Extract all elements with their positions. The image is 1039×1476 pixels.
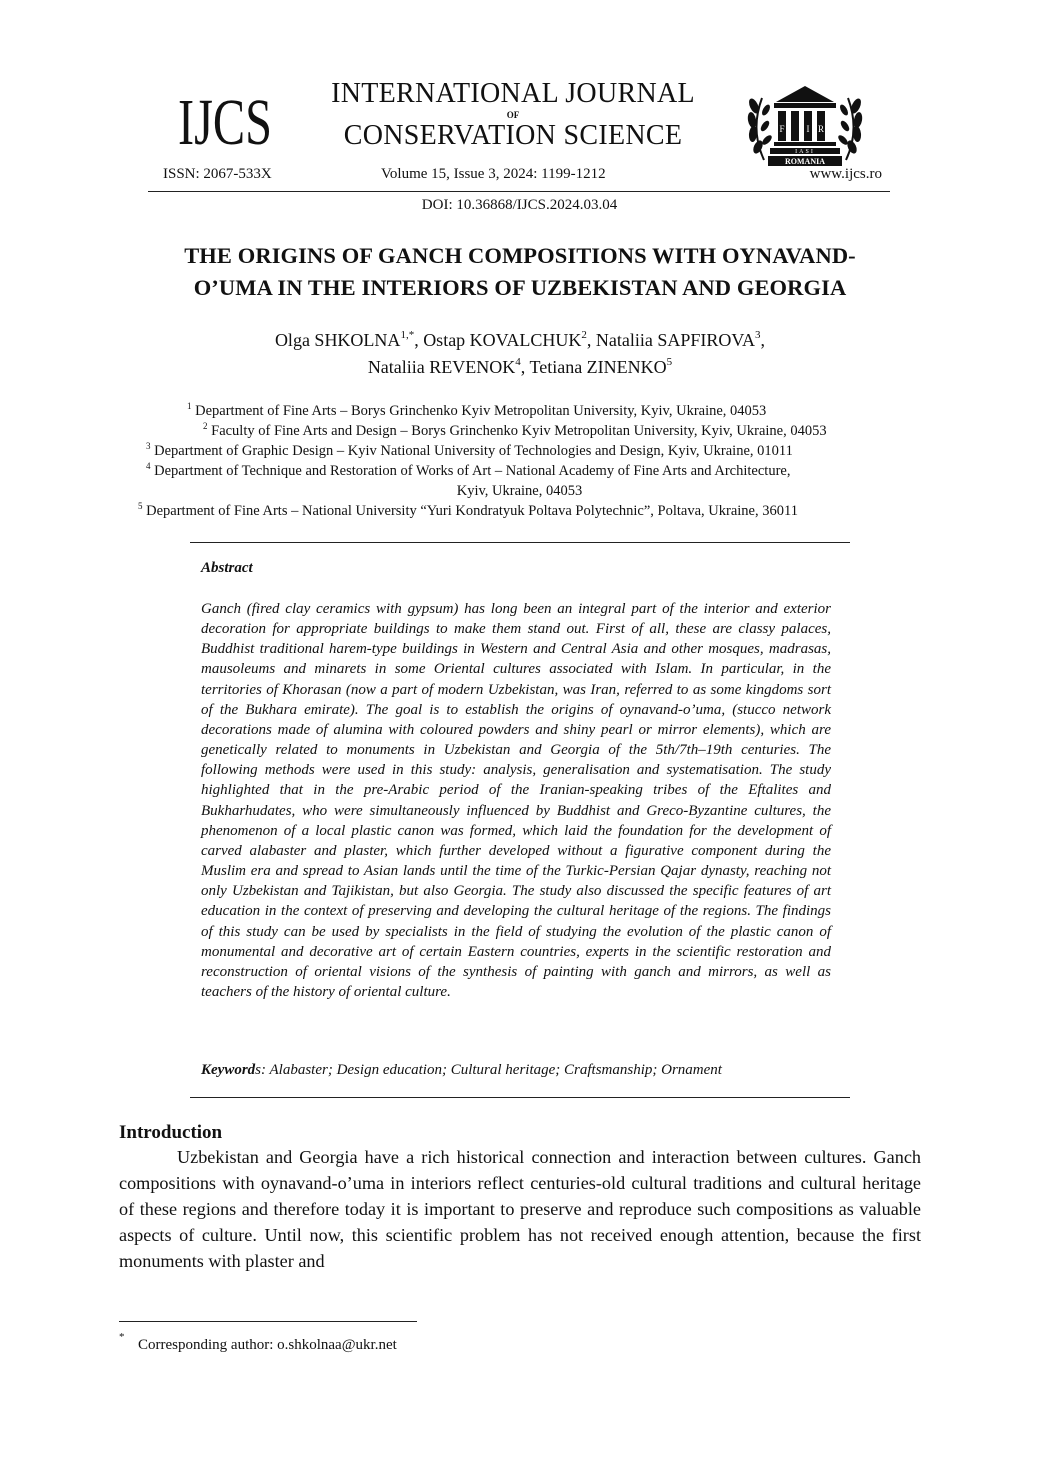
- affiliation-4: [146, 461, 790, 481]
- journal-website-link[interactable]: www.ijcs.ro: [809, 166, 882, 182]
- author-affiliation-mark: 4: [515, 356, 521, 368]
- journal-title-of: OF: [506, 110, 520, 120]
- author-name: Ostap KOVALCHUK: [423, 330, 582, 350]
- author-name: Olga SHKOLNA: [274, 330, 401, 350]
- author-name: Nataliia REVENOK: [367, 357, 516, 377]
- footnote-divider: [119, 1321, 417, 1322]
- affiliation-number: 5: [138, 501, 143, 511]
- seal-city: IASI: [795, 149, 815, 155]
- introduction-paragraph: Uzbekistan and Georgia have a rich historical connection and interaction between cultures. Ganch compositions with oynavand-o’uma in interiors reflect centuries-old cultural traditions and cultural heritage of these regions and therefore today it is important to preserve and reproduce such compositions as valuable aspects of culture. Until now, this scientific problem has not received enough attention, because the first monuments with plaster and: [119, 1147, 921, 1271]
- journal-logo: [178, 84, 274, 158]
- introduction-heading: Introduction: [119, 1122, 223, 1143]
- affiliation-5: [138, 501, 798, 521]
- seal-letter-i: I: [806, 124, 810, 134]
- affiliation-3: [146, 441, 793, 461]
- fir-seal-logo: [744, 80, 866, 168]
- seal-country: ROMANIA: [785, 157, 825, 166]
- affiliation-text: Department of Fine Arts – National University “Yuri Kondratyuk Poltava Polytechnic”, Poltava, Ukraine, 36011: [146, 503, 798, 519]
- journal-title: [300, 80, 726, 150]
- affiliation-text: Department of Graphic Design – Kyiv National University of Technologies and Design, Kyiv, Ukraine, 01011: [154, 443, 793, 459]
- journal-meta-row: [150, 166, 890, 186]
- author-separator: ,: [520, 357, 530, 377]
- svg-text:IJCS: IJCS: [178, 86, 272, 159]
- author-separator: ,: [760, 330, 766, 350]
- author-affiliation-mark: 3: [755, 329, 761, 341]
- author-separator: ,: [586, 330, 596, 350]
- keywords-label-suffix: s:: [255, 1062, 267, 1078]
- keywords-list: Alabaster; Design education; Cultural heritage; Craftsmanship; Ornament: [266, 1062, 722, 1078]
- affiliation-number: 1: [187, 401, 192, 411]
- paper-title-line1: THE ORIGINS OF GANCH COMPOSITIONS WITH OYNAVAND-: [184, 243, 856, 268]
- affiliation-number: 2: [203, 421, 208, 431]
- affiliation-2: [203, 421, 827, 441]
- affiliation-text: Department of Fine Arts – Borys Grinchenko Kyiv Metropolitan University, Kyiv, Ukraine, 04053: [195, 403, 767, 419]
- abstract-top-divider: [190, 542, 850, 543]
- volume-issue: Volume 15, Issue 3, 2024: 1199-1212: [381, 166, 606, 182]
- footnote-symbol: *: [119, 1331, 125, 1343]
- seal-letter-r: R: [817, 124, 825, 134]
- keywords: [201, 1062, 841, 1079]
- affiliation-text: Department of Technique and Restoration of Works of Art – National Academy of Fine Arts and Architecture,: [154, 463, 791, 479]
- journal-title-line1: INTERNATIONAL JOURNAL: [331, 78, 695, 109]
- author-name: Tetiana ZINENKO: [529, 357, 667, 377]
- affiliation-number: 4: [146, 461, 151, 471]
- header-divider: [148, 191, 890, 192]
- abstract-text: Ganch (fired clay ceramics with gypsum) has long been an integral part of the interior and exterior decoration for appropriate buildings to make them stand out. First of all, these are classy palaces, Buddhist traditional harem-type buildings in Western and Central Asia and other mosques, madrasas, mausoleums and minarets in some Oriental cultures associated with Islam. In particular, in the territories of Khorasan (now a part of modern Uzbekistan, was Iran, referred to as some kingdoms sort of the Bukhara emirate). The goal is to establish the origins of oynavand-o’uma, (stucco network decorations made of alumina with coloured powders and shiny pearl or mirror elements), which are genetically related to monuments in Uzbekistan and Georgia of the 5th/7th–19th centuries. The following methods were used in this study: analysis, generalisation and systematisation. The study highlighted that in the pre-Arabic period of the Iranian-speaking tribes of the Eftalites and Bukharhudates, who were simultaneously influenced by Buddhist and Greco-Byzantine cultures, the phenomenon of a local plastic canon was formed, which laid the foundation for the development of carved alabaster and plaster, which further developed without a figurative component during the Muslim era and spread to Asian lands until the time of the Turkic-Persian Qajar dynasty, reaching not only Uzbekistan and Tajikistan, but also Georgia. The study also discussed the specific features of art education in the context of preserving and developing the cultural heritage of the regions. The findings of this study can be used by specialists in the field of studying the evolution of the plastic canon of monumental and decorative art of certain Eastern countries, experts in the scientific restoration and reconstruction of oriental visions of the synthesis of painting with ganch and mirrors, as well as teachers of the history of oriental culture.: [201, 601, 831, 1000]
- seal-letters: [779, 124, 824, 134]
- author-name: Nataliia SAPFIROVA: [595, 330, 756, 350]
- abstract-bottom-divider: [190, 1097, 850, 1098]
- affiliation-4-continued: Kyiv, Ukraine, 04053: [456, 483, 583, 499]
- affiliation-number: 3: [146, 441, 151, 451]
- affiliation-1: [187, 401, 766, 421]
- journal-title-line2: CONSERVATION SCIENCE: [343, 120, 683, 151]
- author-separator: ,: [414, 330, 424, 350]
- abstract-heading: Abstract: [201, 560, 253, 576]
- paper-title: [120, 240, 920, 304]
- paper-title-line2: O’UMA IN THE INTERIORS OF UZBEKISTAN AND GEORGIA: [193, 275, 847, 300]
- doi: DOI: 10.36868/IJCS.2024.03.04: [421, 197, 618, 213]
- author-affiliation-mark: 5: [666, 356, 673, 368]
- author-affiliation-mark: 1,*: [400, 329, 415, 341]
- author-list: [120, 327, 920, 381]
- seal-letter-f: F: [779, 124, 785, 134]
- issn: ISSN: 2067-533X: [163, 166, 272, 182]
- author-line-1: [120, 327, 920, 354]
- author-affiliation-mark: 2: [581, 329, 587, 341]
- footnote-text: Corresponding author: o.shkolnaa@ukr.net: [138, 1337, 397, 1353]
- affiliation-text: Faculty of Fine Arts and Design – Borys Grinchenko Kyiv Metropolitan University, Kyiv, Ukraine, 04053: [211, 423, 827, 439]
- keywords-label: Keyword: [201, 1062, 256, 1078]
- author-line-2: [120, 354, 920, 381]
